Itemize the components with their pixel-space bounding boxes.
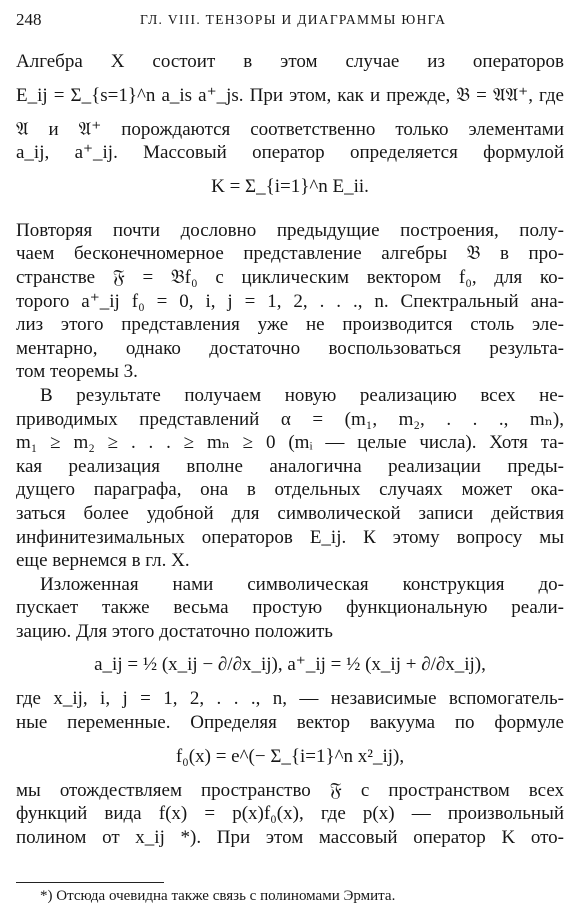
text-line: 𝔄 и 𝔄⁺ порождаются соответственно только элементами <box>16 118 564 140</box>
running-head: ГЛ. VIII. ТЕНЗОРЫ И ДИАГРАММЫ ЮНГА <box>140 12 447 27</box>
text-line: Изложенная нами символическая конструкция до- <box>40 573 564 595</box>
text-line: E_ij = Σ_{s=1}^n a_is a⁺_js. При этом, как и прежде, 𝔅 = 𝔄𝔄⁺, где <box>16 84 564 106</box>
footnote-rule <box>16 882 164 883</box>
display-formula: a_ij = ½ (x_ij − ∂/∂x_ij), a⁺_ij = ½ (x_ij + ∂/∂x_ij), <box>94 654 486 676</box>
text-line: инфинитезимальных операторов E_ij. К этому вопросу мы <box>16 526 564 548</box>
display-formula: K = Σ_{i=1}^n E_ii. <box>211 175 369 197</box>
text-line: В результате получаем новую реализацию всех не- <box>40 384 564 406</box>
text-line: чаем бесконечномерное представление алгебры 𝔅 в про- <box>16 243 564 265</box>
text-line: торого a⁺_ij f₀ = 0, i, j = 1, 2, . . ., n. Спектральный ана- <box>16 290 564 312</box>
footnote: *) Отсюда очевидна также связь с полиномами Эрмита. <box>40 888 396 904</box>
text-line: странстве 𝔉 = 𝔅f₀ с циклическим вектором f₀, для ко- <box>16 266 564 288</box>
text-line: ментарно, однако достаточно воспользоваться результа- <box>16 337 564 359</box>
text-line: кая реализация вполне аналогична реализации преды- <box>16 455 564 477</box>
text-line: ные переменные. Определяя вектор вакуума по формуле <box>16 712 564 734</box>
text-line: заться более удобной для символической записи действия <box>16 502 564 524</box>
page-header <box>16 10 566 34</box>
text-line: приводимых представлений α = (m₁, m₂, . . ., mₙ), <box>16 408 564 430</box>
text-line: пускает также весьма простую функциональную реали- <box>16 597 564 619</box>
text-line: лиз этого представления уже не производится столь эле- <box>16 314 564 336</box>
text-line: еще вернемся в гл. X. <box>16 550 190 572</box>
display-formula: f₀(x) = e^(− Σ_{i=1}^n x²_ij), <box>175 745 405 767</box>
page-number: 248 <box>16 10 42 29</box>
text-line: где x_ij, i, j = 1, 2, . . ., n, — независимые вспомогатель- <box>16 688 564 710</box>
text-line: полином от x_ij *). При этом массовый оператор K ото- <box>16 826 564 848</box>
text-line: зацию. Для этого достаточно положить <box>16 620 333 642</box>
text-line: том теоремы 3. <box>16 361 138 383</box>
page-body <box>16 50 564 849</box>
text-line: Алгебра X состоит в этом случае из операторов <box>16 51 564 72</box>
text-line: дущего параграфа, она в отдельных случаях может ока- <box>16 479 564 501</box>
text-line: a_ij, a⁺_ij. Массовый оператор определяется формулой <box>16 142 564 164</box>
text-line: функций вида f(x) = p(x)f₀(x), где p(x) — произвольный <box>16 803 564 825</box>
text-line: мы отождествляем пространство 𝔉 с пространством всех <box>16 779 564 801</box>
text-line: m₁ ≥ m₂ ≥ . . . ≥ mₙ ≥ 0 (mᵢ — целые числа). Хотя та- <box>16 432 564 454</box>
text-line: Повторяя почти дословно предыдущие построения, полу- <box>16 219 564 241</box>
